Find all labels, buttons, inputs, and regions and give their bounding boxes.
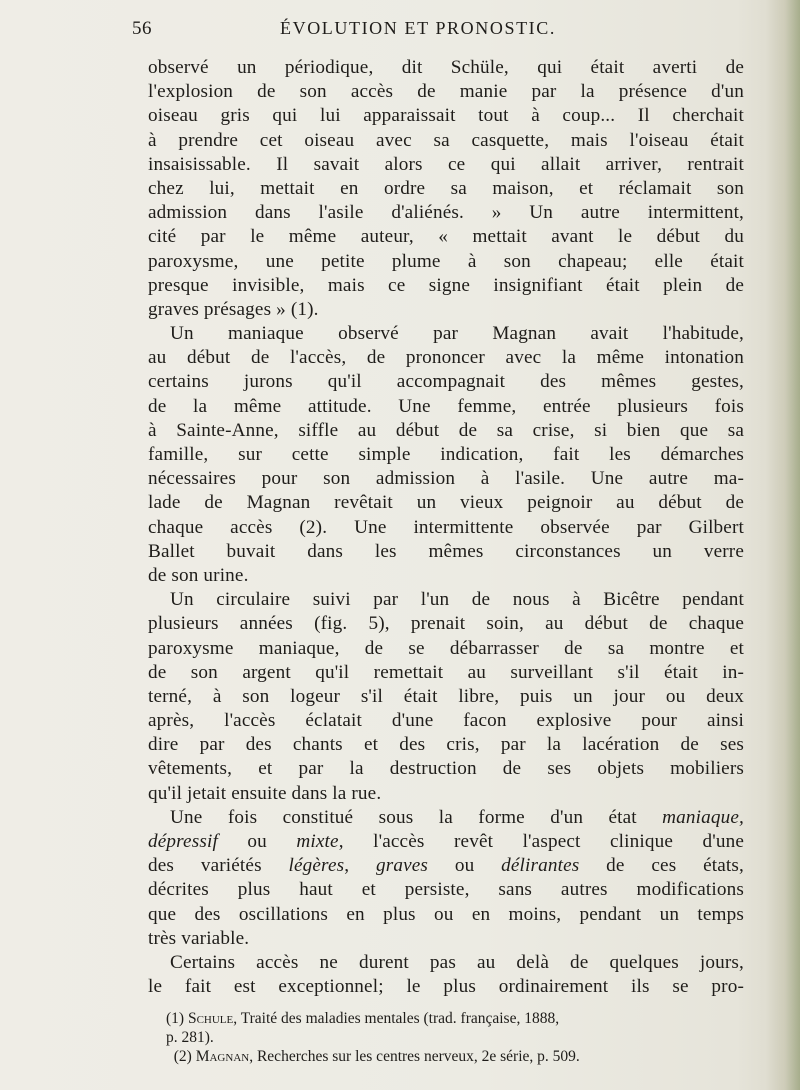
- text-line: oiseau gris qui lui apparaissait tout à coup... Il cherchait: [148, 105, 744, 127]
- italic-term: graves: [375, 855, 429, 877]
- text-segment: de ces états,: [579, 855, 744, 877]
- text-segment: ou: [428, 855, 502, 877]
- footnote-text: , Traité des maladies mentales (trad. française, 1888,: [233, 1010, 560, 1027]
- text-line: de la même attitude. Une femme, entrée plusieurs fois: [148, 395, 744, 417]
- footnote-text: , Recherches sur les centres nerveux, 2e série, p. 509.: [249, 1048, 580, 1065]
- text-line: qu'il jetait ensuite dans la rue.: [148, 782, 382, 804]
- text-segment: ,: [344, 855, 376, 877]
- text-line: dire par des chants et des cris, par la lacération de ses: [148, 734, 744, 756]
- text-line: admission dans l'asile d'aliénés. » Un autre intermittent,: [148, 202, 744, 224]
- text-line: très variable.: [148, 927, 250, 949]
- text-segment: ou: [217, 831, 297, 852]
- footnote-1-continuation: p. 281).: [166, 1029, 214, 1046]
- text-line: à Sainte-Anne, siffle au début de sa crise, si bien que sa: [148, 419, 744, 441]
- text-line: [148, 806, 744, 830]
- text-line: presque invisible, mais ce signe insignifiant était plein de: [148, 274, 744, 296]
- footnote-author: Schule: [187, 1010, 234, 1027]
- text-line: l'explosion de son accès de manie par la présence d'un: [148, 81, 744, 103]
- text-line: lade de Magnan revêtait un vieux peignoir au début de: [148, 492, 744, 514]
- italic-term: mixte: [296, 831, 339, 852]
- text-line: paroxysme, une petite plume à son chapeau; elle était: [148, 250, 744, 272]
- page-edge-shadow: [766, 0, 800, 1090]
- text-line: le fait est exceptionnel; le plus ordinairement ils se pro-: [148, 976, 744, 998]
- footnote-1: [166, 1009, 746, 1028]
- text-line: de son argent qu'il remettait au surveillant s'il était in-: [148, 661, 744, 683]
- text-line: certains jurons qu'il accompagnait des mêmes gestes,: [148, 371, 744, 393]
- text-line: plusieurs années (fig. 5), prenait soin, au début de chaque: [148, 613, 744, 635]
- running-head: [132, 18, 792, 48]
- text-line: Ballet buvait dans les mêmes circonstances un verre: [148, 540, 744, 562]
- italic-term: légères: [288, 855, 345, 877]
- text-line: chaque accès (2). Une intermittente observée par Gilbert: [148, 516, 744, 538]
- text-line: à prendre cet oiseau avec sa casquette, mais l'oiseau était: [148, 129, 744, 151]
- text-line: au début de l'accès, de prononcer avec la même intonation: [148, 347, 744, 369]
- footnote-author: Magnan: [195, 1048, 250, 1065]
- footnotes: [166, 1009, 746, 1066]
- text-line: chez lui, mettait en ordre sa maison, et réclamait son: [148, 177, 744, 199]
- text-line: graves présages » (1).: [148, 298, 319, 320]
- text-line: [148, 830, 744, 854]
- text-line: famille, sur cette simple indication, fait les démarches: [148, 444, 744, 465]
- text-line: cité par le même auteur, « mettait avant le début du: [148, 226, 744, 248]
- text-line: Un circulaire suivi par l'un de nous à Bicêtre pendant: [170, 589, 744, 611]
- text-line: décrites plus haut et persiste, sans autres modifications: [148, 879, 744, 901]
- text-segment: des variétés: [148, 855, 289, 877]
- italic-term: délirantes: [501, 855, 580, 877]
- text-line: après, l'accès éclatait d'une facon explosive pour ainsi: [148, 710, 744, 732]
- footnote-2: [166, 1047, 746, 1066]
- text-line: que des oscillations en plus ou en moins, pendant un temps: [148, 903, 744, 925]
- text-line: [148, 854, 744, 878]
- text-line: Certains accès ne durent pas au delà de quelques jours,: [170, 951, 744, 973]
- text-line: de son urine.: [148, 564, 249, 586]
- text-line: observé un périodique, dit Schüle, qui était averti de: [148, 57, 744, 78]
- body-text: [148, 56, 744, 999]
- text-line: Un maniaque observé par Magnan avait l'habitude,: [170, 323, 744, 345]
- footnote-marker: (2): [173, 1048, 192, 1065]
- text-segment: Une fois constitué sous la forme d'un état: [170, 806, 663, 828]
- running-title: ÉVOLUTION ET PRONOSTIC.: [280, 18, 556, 38]
- italic-term: maniaque,: [662, 806, 744, 828]
- footnote-marker: (1): [166, 1010, 185, 1027]
- italic-term: dépressif: [148, 831, 218, 852]
- text-line: vêtements, et par la destruction de ses objets mobiliers: [148, 758, 744, 780]
- text-line: nécessaires pour son admission à l'asile. Une autre ma-: [148, 468, 744, 490]
- text-line: paroxysme maniaque, de se débarrasser de sa montre et: [148, 637, 744, 659]
- page-number: 56: [132, 18, 152, 39]
- text-line: insaisissable. Il savait alors ce qui allait arriver, rentrait: [148, 153, 744, 175]
- text-segment: , l'accès revêt l'aspect clinique d'une: [338, 831, 744, 852]
- text-line: terné, à son logeur s'il était libre, puis un jour ou deux: [148, 685, 744, 707]
